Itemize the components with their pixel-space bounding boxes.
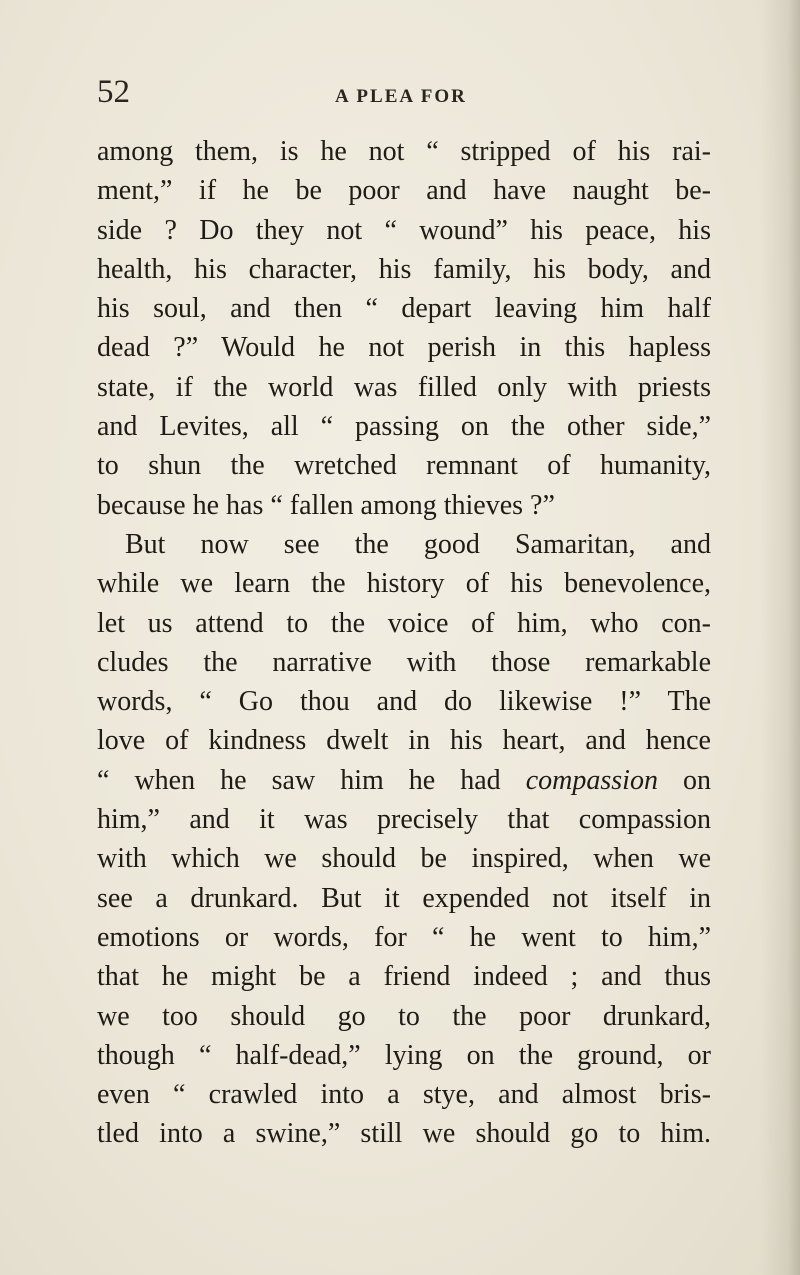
- text-line: him,” and it was precisely that compassion: [97, 804, 711, 836]
- running-head: A PLEA FOR: [335, 86, 467, 107]
- text-segment: on: [683, 764, 712, 796]
- italic-word: compassion: [525, 764, 658, 796]
- body-text: [97, 132, 711, 1154]
- text-line: tled into a swine,” still we should go to him.: [97, 1118, 711, 1150]
- text-line: among them, is he not “ stripped of his rai-: [97, 136, 711, 167]
- text-line: [97, 761, 711, 800]
- text-line: though “ half-dead,” lying on the ground, or: [97, 1039, 711, 1071]
- text-line: that he might be a friend indeed ; and thus: [97, 961, 711, 993]
- text-line: even “ crawled into a stye, and almost bris-: [97, 1079, 711, 1111]
- text-line: state, if the world was filled only with priests: [97, 371, 711, 403]
- page-number: 52: [97, 74, 130, 110]
- page-header: [0, 74, 800, 114]
- text-line: with which we should be inspired, when we: [97, 843, 711, 875]
- text-line: love of kindness dwelt in his heart, and hence: [97, 725, 711, 757]
- text-line: health, his character, his family, his body, and: [97, 253, 711, 285]
- text-line: and Levites, all “ passing on the other side,”: [97, 411, 711, 443]
- text-segment: “ when he saw him he had: [97, 764, 501, 796]
- text-line: because he has “ fallen among thieves ?”: [97, 489, 555, 521]
- text-line: cludes the narrative with those remarkable: [97, 646, 711, 678]
- text-line: while we learn the history of his benevolence,: [97, 568, 711, 600]
- text-line: let us attend to the voice of him, who con-: [97, 607, 711, 639]
- text-line: side ? Do they not “ wound” his peace, his: [97, 214, 711, 246]
- text-line: ment,” if he be poor and have naught be-: [97, 175, 711, 207]
- page-edge-shadow: [760, 0, 800, 1275]
- text-line: dead ?” Would he not perish in this hapless: [97, 332, 711, 364]
- text-line: But now see the good Samaritan, and: [125, 528, 711, 560]
- text-line: see a drunkard. But it expended not itself in: [97, 882, 711, 914]
- text-line: his soul, and then “ depart leaving him half: [97, 293, 711, 325]
- text-line: we too should go to the poor drunkard,: [97, 1000, 711, 1032]
- text-line: to shun the wretched remnant of humanity,: [97, 450, 711, 482]
- text-line: words, “ Go thou and do likewise !” The: [97, 686, 711, 718]
- text-line: emotions or words, for “ he went to him,”: [97, 921, 711, 953]
